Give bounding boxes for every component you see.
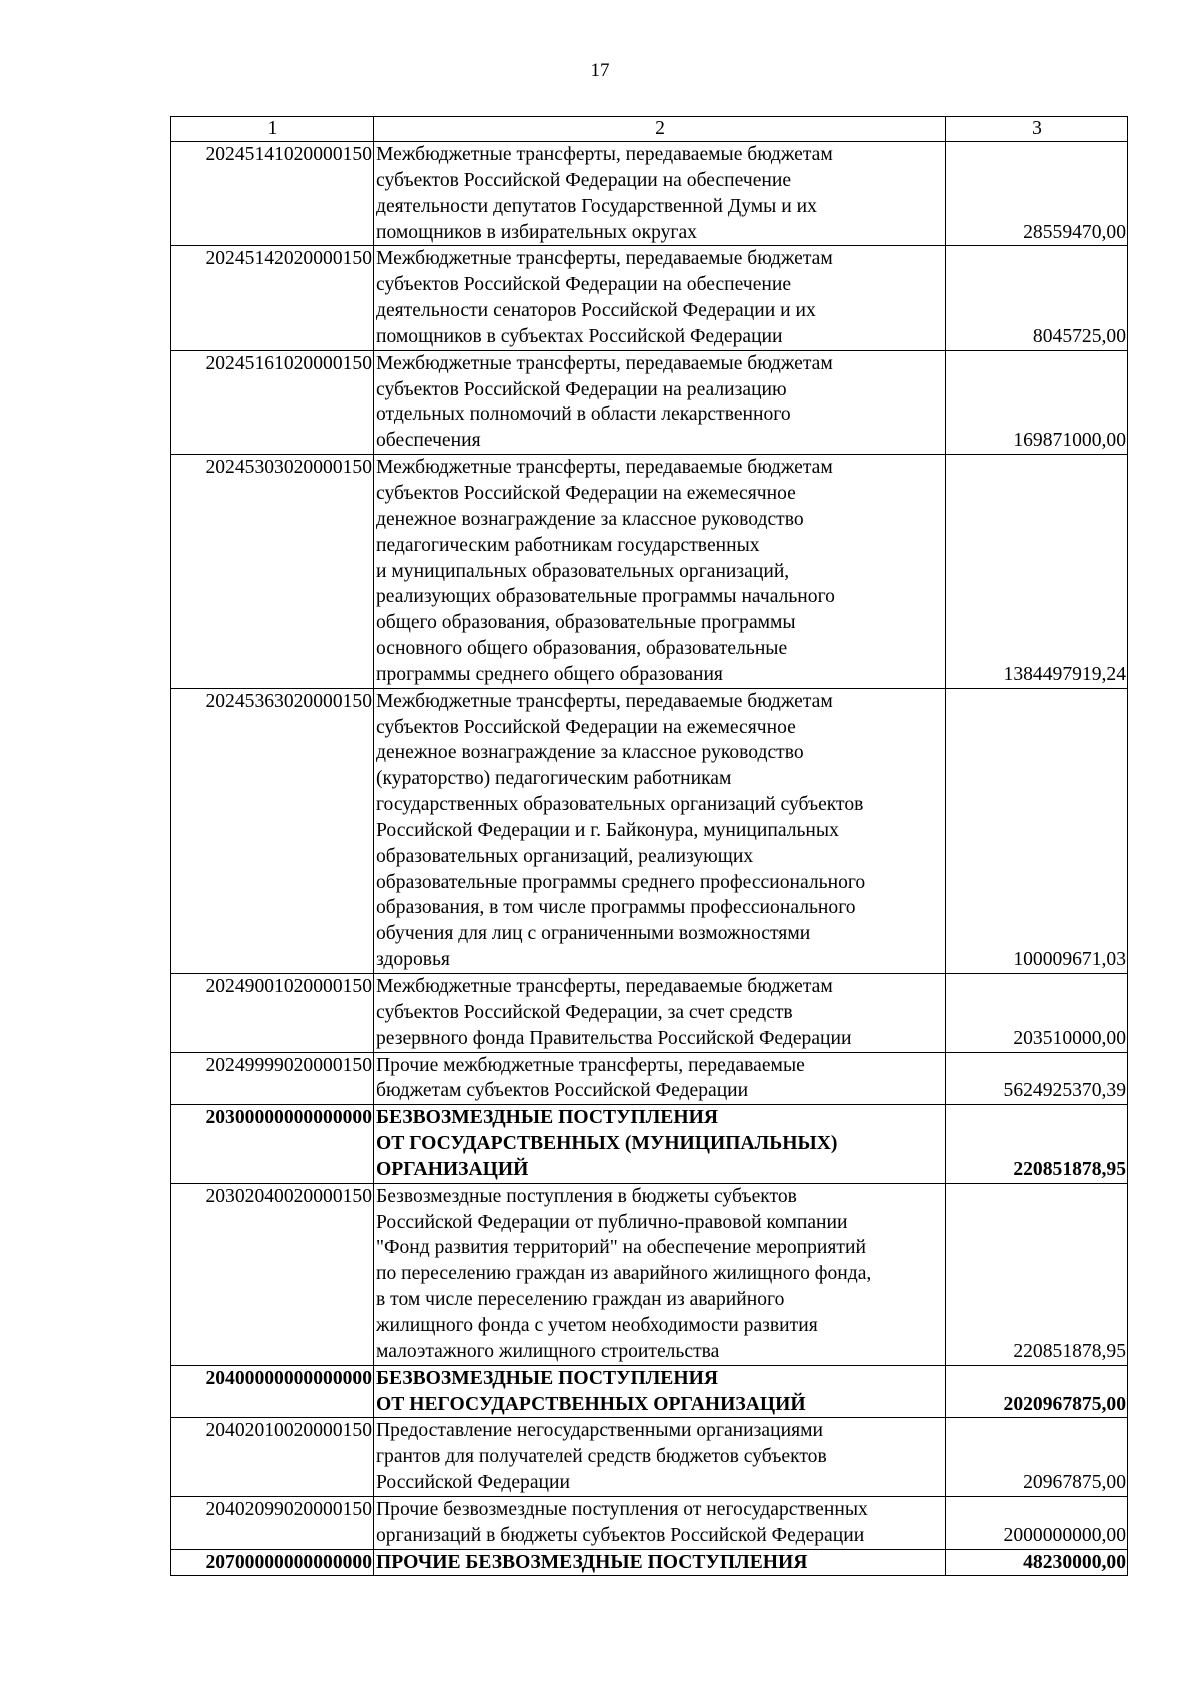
table-row (171, 455, 1128, 689)
row-description-line: (кураторство) педагогическим работникам (376, 768, 732, 790)
row-description-line: грантов для получателей средств бюджетов субъектов (376, 1446, 827, 1468)
row-description-line: деятельности депутатов Государственной Думы и их (376, 195, 817, 217)
row-description-line: Российской Федерации и г. Байконура, муниципальных (376, 819, 839, 841)
table-row (171, 246, 1128, 350)
row-amount: 5624925370,39 (946, 1052, 1128, 1105)
row-amount: 203510000,00 (946, 974, 1128, 1053)
row-code: 20402010020000150 (171, 1418, 374, 1497)
row-description (374, 246, 946, 350)
row-description-line: реализующих образовательные программы начального (376, 586, 835, 608)
table-row (171, 688, 1128, 973)
table-row (171, 142, 1128, 246)
table-row (171, 1496, 1128, 1549)
row-description-line: Межбюджетные трансферты, передаваемые бюджетам (376, 248, 833, 270)
row-amount: 1384497919,24 (946, 455, 1128, 689)
row-description-line: субъектов Российской Федерации на реализацию (376, 378, 787, 400)
row-code: 20400000000000000 (171, 1365, 374, 1418)
row-code: 20302040020000150 (171, 1183, 374, 1365)
row-description-line: Прочие межбюджетные трансферты, передаваемые (376, 1054, 805, 1076)
table-row (171, 974, 1128, 1053)
row-code: 20249999020000150 (171, 1052, 374, 1105)
row-amount: 20967875,00 (946, 1418, 1128, 1497)
table-row (171, 1549, 1128, 1576)
row-description-line: помощников в избирательных округах (376, 221, 697, 243)
row-description-line: Межбюджетные трансферты, передаваемые бюджетам (376, 144, 833, 165)
row-description-line: ОТ ГОСУДАРСТВЕННЫХ (МУНИЦИПАЛЬНЫХ) (376, 1133, 838, 1155)
table-row (171, 1052, 1128, 1105)
row-description-line: образовательных организаций, реализующих (376, 845, 754, 867)
row-description-line: субъектов Российской Федерации на обеспечение (376, 274, 792, 296)
row-description-line: организаций в бюджеты субъектов Российской Федерации (376, 1524, 865, 1546)
row-description-line: Межбюджетные трансферты, передаваемые бюджетам (376, 457, 833, 479)
row-description-line: денежное вознаграждение за классное руководство (376, 508, 804, 530)
row-description-line: по переселению граждан из аварийного жилищного фонда, (376, 1263, 872, 1285)
row-description-line: БЕЗВОЗМЕЗДНЫЕ ПОСТУПЛЕНИЯ (376, 1367, 718, 1389)
row-description-line: общего образования, образовательные программы (376, 612, 796, 634)
row-amount: 48230000,00 (946, 1549, 1128, 1576)
row-description (374, 455, 946, 689)
row-description-line: Предоставление негосударственными организациями (376, 1420, 823, 1442)
row-description-line: ОРГАНИЗАЦИЙ (376, 1158, 529, 1180)
row-amount: 28559470,00 (946, 142, 1128, 246)
row-description-line: Прочие безвозмездные поступления от негосударственных (376, 1498, 868, 1520)
row-description-line: Российской Федерации (376, 1472, 570, 1494)
column-header-code: 1 (171, 117, 374, 142)
row-description-line: денежное вознаграждение за классное руководство (376, 742, 804, 764)
table-body (171, 142, 1128, 1576)
row-description-line: ОТ НЕГОСУДАРСТВЕННЫХ ОРГАНИЗАЦИЙ (376, 1393, 806, 1415)
row-description-line: отдельных полномочий в области лекарственного (376, 404, 791, 426)
row-description (374, 974, 946, 1053)
row-description (374, 1105, 946, 1184)
row-code: 20300000000000000 (171, 1105, 374, 1184)
row-description (374, 1365, 946, 1418)
row-amount: 2020967875,00 (946, 1365, 1128, 1418)
table-row (171, 1418, 1128, 1497)
row-description-line: образовательные программы среднего профессионального (376, 871, 866, 893)
row-description-line: малоэтажного жилищного строительства (376, 1340, 720, 1362)
row-description-line: Межбюджетные трансферты, передаваемые бюджетам (376, 976, 833, 997)
row-description-line: "Фонд развития территорий" на обеспечение мероприятий (376, 1237, 866, 1259)
row-description-line: БЕЗВОЗМЕЗДНЫЕ ПОСТУПЛЕНИЯ (376, 1107, 718, 1129)
row-code: 20245141020000150 (171, 142, 374, 246)
row-description-line: резервного фонда Правительства Российской Федерации (376, 1027, 852, 1049)
row-description-line: Межбюджетные трансферты, передаваемые бюджетам (376, 352, 833, 374)
row-code: 20402099020000150 (171, 1496, 374, 1549)
row-code: 20245363020000150 (171, 688, 374, 973)
row-description-line: основного общего образования, образовательные (376, 638, 788, 660)
row-amount: 220851878,95 (946, 1183, 1128, 1365)
row-amount: 169871000,00 (946, 350, 1128, 454)
row-amount: 220851878,95 (946, 1105, 1128, 1184)
row-description (374, 1183, 946, 1365)
row-description (374, 142, 946, 246)
row-code: 20245161020000150 (171, 350, 374, 454)
row-description (374, 1418, 946, 1497)
row-amount: 100009671,03 (946, 688, 1128, 973)
column-header-name: 2 (374, 117, 946, 142)
row-description-line: субъектов Российской Федерации, за счет средств (376, 1001, 793, 1023)
row-code: 20245142020000150 (171, 246, 374, 350)
table-row (171, 1365, 1128, 1418)
row-description-line: бюджетам субъектов Российской Федерации (376, 1080, 749, 1102)
row-description-line: образования, в том числе программы профессионального (376, 897, 856, 919)
budget-table (170, 116, 1128, 1576)
row-description-line: помощников в субъектах Российской Федерации (376, 325, 783, 347)
row-amount: 2000000000,00 (946, 1496, 1128, 1549)
row-description-line: субъектов Российской Федерации на ежемесячное (376, 716, 796, 738)
page-number: 17 (590, 60, 610, 81)
row-description-line: субъектов Российской Федерации на ежемесячное (376, 482, 796, 504)
row-description (374, 1549, 946, 1576)
row-description-line: программы среднего общего образования (376, 663, 723, 685)
row-description-line: педагогическим работникам государственных (376, 534, 760, 556)
row-description (374, 688, 946, 973)
row-description-line: Межбюджетные трансферты, передаваемые бюджетам (376, 690, 833, 712)
row-description-line: субъектов Российской Федерации на обеспечение (376, 169, 792, 191)
table-header-row (171, 117, 1128, 142)
row-description-line: обеспечения (376, 430, 481, 452)
row-description (374, 350, 946, 454)
row-description-line: государственных образовательных организаций субъектов (376, 794, 864, 816)
row-code: 20249001020000150 (171, 974, 374, 1053)
row-description-line: и муниципальных образовательных организаций, (376, 560, 790, 582)
row-description-line: Российской Федерации от публично-правовой компании (376, 1211, 848, 1233)
table-row (171, 1105, 1128, 1184)
row-description-line: обучения для лиц с ограниченными возможностями (376, 923, 811, 945)
row-description-line: жилищного фонда с учетом необходимости развития (376, 1314, 818, 1336)
row-description-line: здоровья (376, 949, 450, 971)
row-description-line: деятельности сенаторов Российской Федерации и их (376, 300, 816, 322)
table-row (171, 350, 1128, 454)
row-description-line: в том числе переселению граждан из аварийного (376, 1289, 785, 1311)
row-code: 20700000000000000 (171, 1549, 374, 1576)
row-description-line: ПРОЧИЕ БЕЗВОЗМЕЗДНЫЕ ПОСТУПЛЕНИЯ (376, 1551, 808, 1573)
row-description (374, 1052, 946, 1105)
column-header-amount: 3 (946, 117, 1128, 142)
row-description-line: Безвозмездные поступления в бюджеты субъектов (376, 1185, 797, 1207)
row-description (374, 1496, 946, 1549)
row-amount: 8045725,00 (946, 246, 1128, 350)
row-code: 20245303020000150 (171, 455, 374, 689)
table-row (171, 1183, 1128, 1365)
